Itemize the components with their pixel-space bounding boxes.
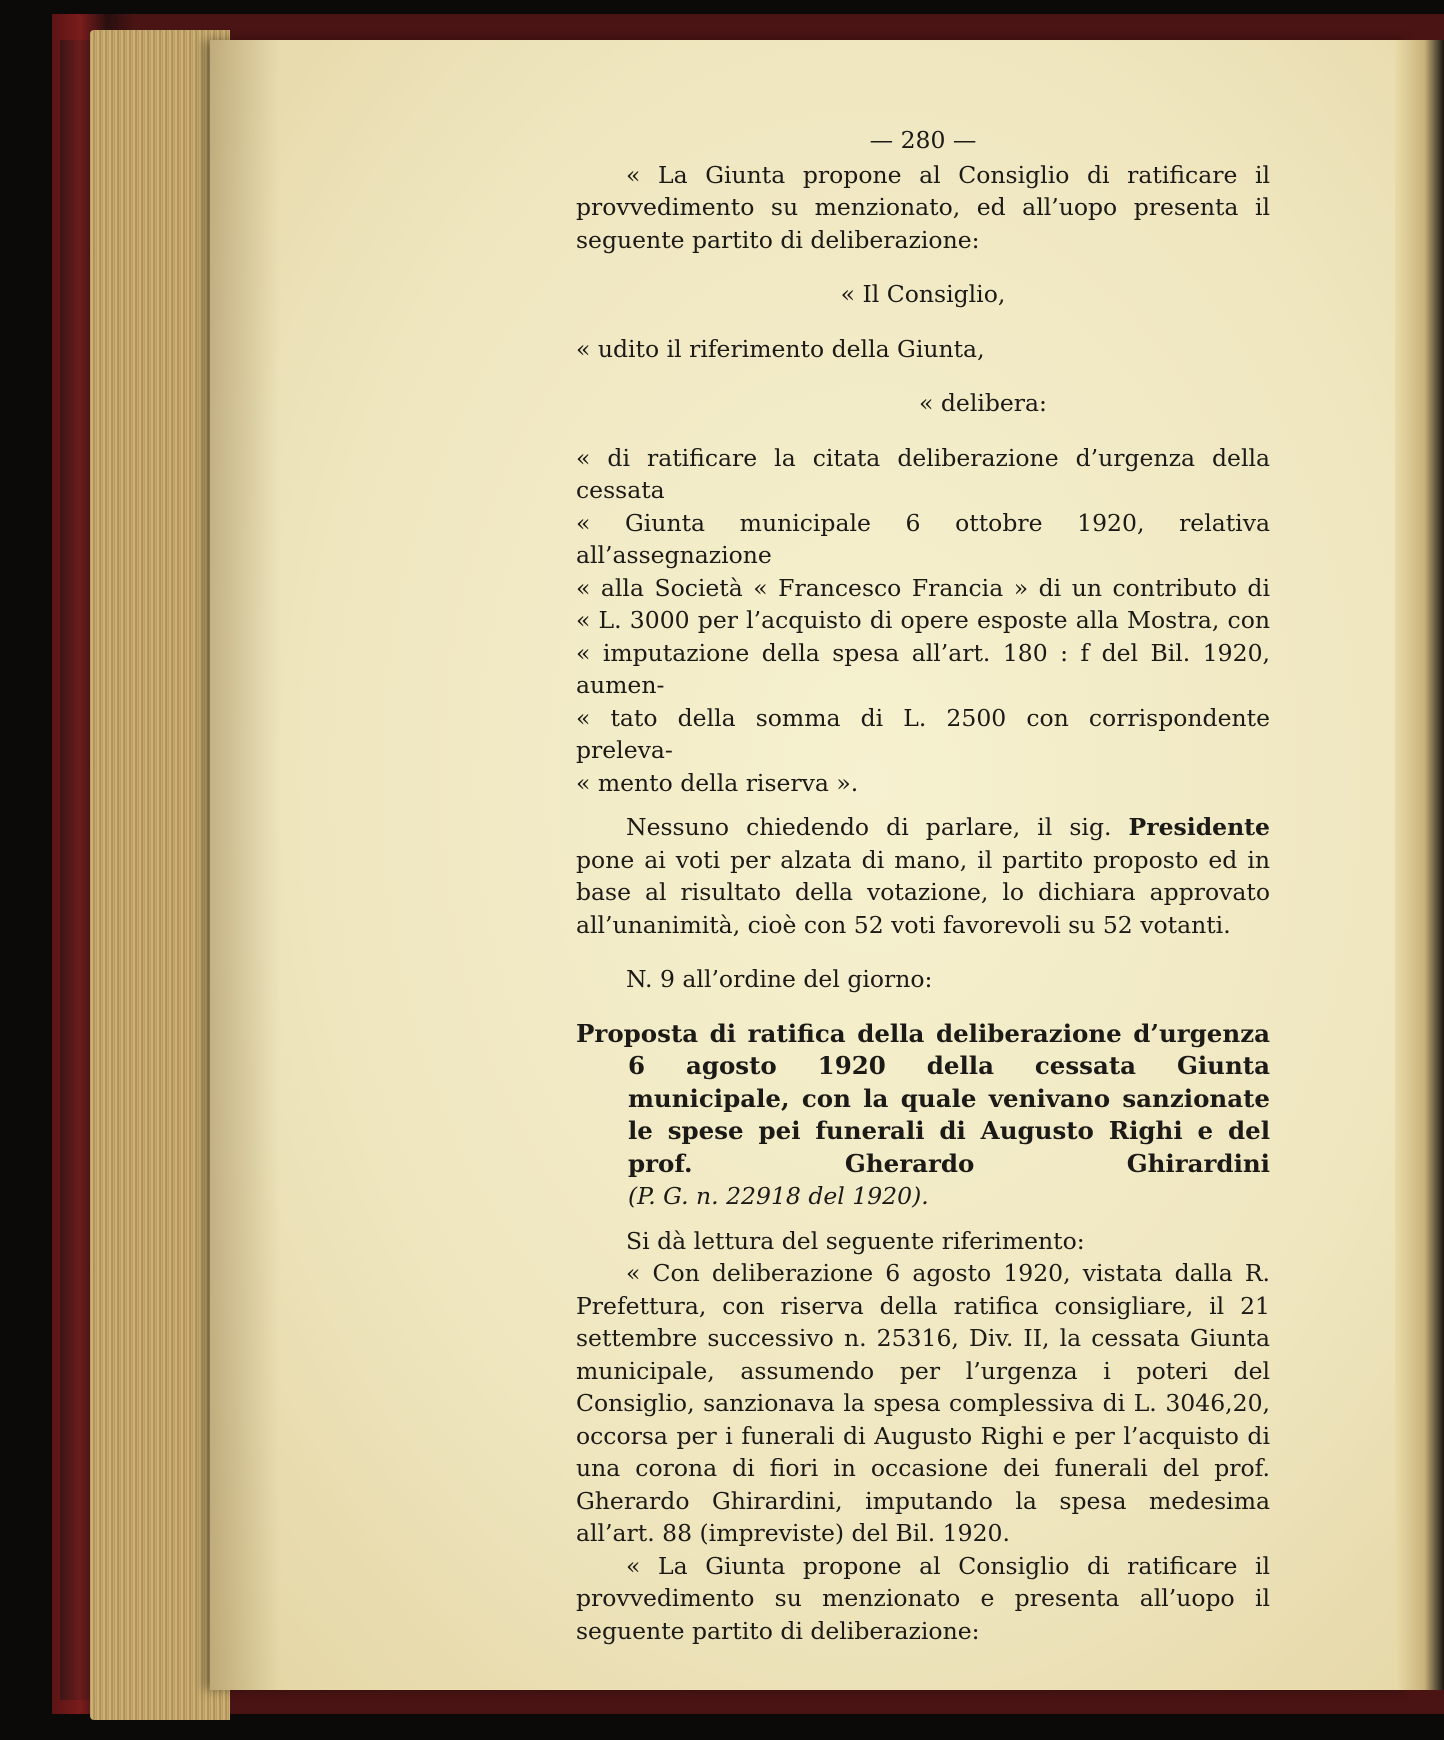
delibera-line-3: « alla Società « Francesco Francia » di un contributo di [576,573,1270,602]
proposal-reference: (P. G. n. 22918 del 1920). [628,1182,929,1210]
page-gutter-shadow [210,40,280,1690]
delibera-line-6: « tato della somma di L. 2500 con corrispondente preleva- [576,703,1270,764]
il-consiglio-line: « Il Consiglio, [840,280,1006,308]
page-edges [90,30,230,1720]
udito-line: « udito il riferimento della Giunta, [576,334,985,363]
paragraph-giunta-propone-final: « La Giunta propone al Consiglio di ratificare il provvedimento su menzionato e presenta all’uopo il seguente partito di deliberazione: [576,1551,1270,1645]
right-page-edge [1395,40,1444,1690]
proposal-heading [576,1018,1270,1213]
paragraph-con-deliberazione: « Con deliberazione 6 agosto 1920, vistata dalla R. Prefettura, con riserva della ratifica consigliare, il 21 settembre successivo n. 25316, Div. II, la cessata Giunta municipale, assumendo per l’urgenza i poteri del Consiglio, sanzionava la spesa complessiva di L. 3046,20, occorsa per i funerali di Augusto Righi e per l’acquisto di una corona di fiori in occasione dei funerali del prof. Gherardo Ghirardini, imputando la spesa medesima all’art. 88 (impreviste) del Bil. 1920. [576,1259,1270,1547]
delibera-line-5: « imputazione della spesa all’art. 180 : f del Bil. 1920, aumen- [576,638,1270,699]
paragraph-giunta-propone: « La Giunta propone al Consiglio di ratificare il provvedimento su menzionato, ed all’uopo presenta il seguente partito di deliberazione: [576,160,1270,254]
delibera-block [576,442,1270,800]
votazione-text-post: pone ai voti per alzata di mano, il partito proposto ed in base al risultato della votazione, lo dichiara approvato all’unanimità, cioè con 52 voti favorevoli su 52 votanti. [576,845,1270,939]
delibera-line-1: « di ratificare la citata deliberazione d’urgenza della cessata [576,443,1270,504]
lettura-line: Si dà lettura del seguente riferimento: [626,1226,1085,1255]
delibera-line-7: « mento della riserva ». [576,768,859,797]
page-text [576,124,1270,1647]
proposal-title: Proposta di ratifica della deliberazione d’urgenza 6 agosto 1920 della cessata Giunta municipale, con la quale venivano sanzionate le spese pei funerali di Augusto Righi e del prof. Gherardo Ghirardini [576,1018,1270,1178]
presidente-word: Presidente [1128,813,1270,841]
ordine-del-giorno: N. 9 all’ordine del giorno: [626,965,933,993]
votazione-text-pre: Nessuno chiedendo di parlare, il sig. [626,813,1112,841]
delibera-line-4: « L. 3000 per l’acquisto di opere esposte alla Mostra, con [576,606,1270,634]
delibera-line-2: « Giunta municipale 6 ottobre 1920, relativa all’assegnazione [576,508,1270,569]
page-number: — 280 — [869,126,977,154]
delibera-line: « delibera: [919,389,1047,417]
paragraph-votazione [576,811,1270,941]
